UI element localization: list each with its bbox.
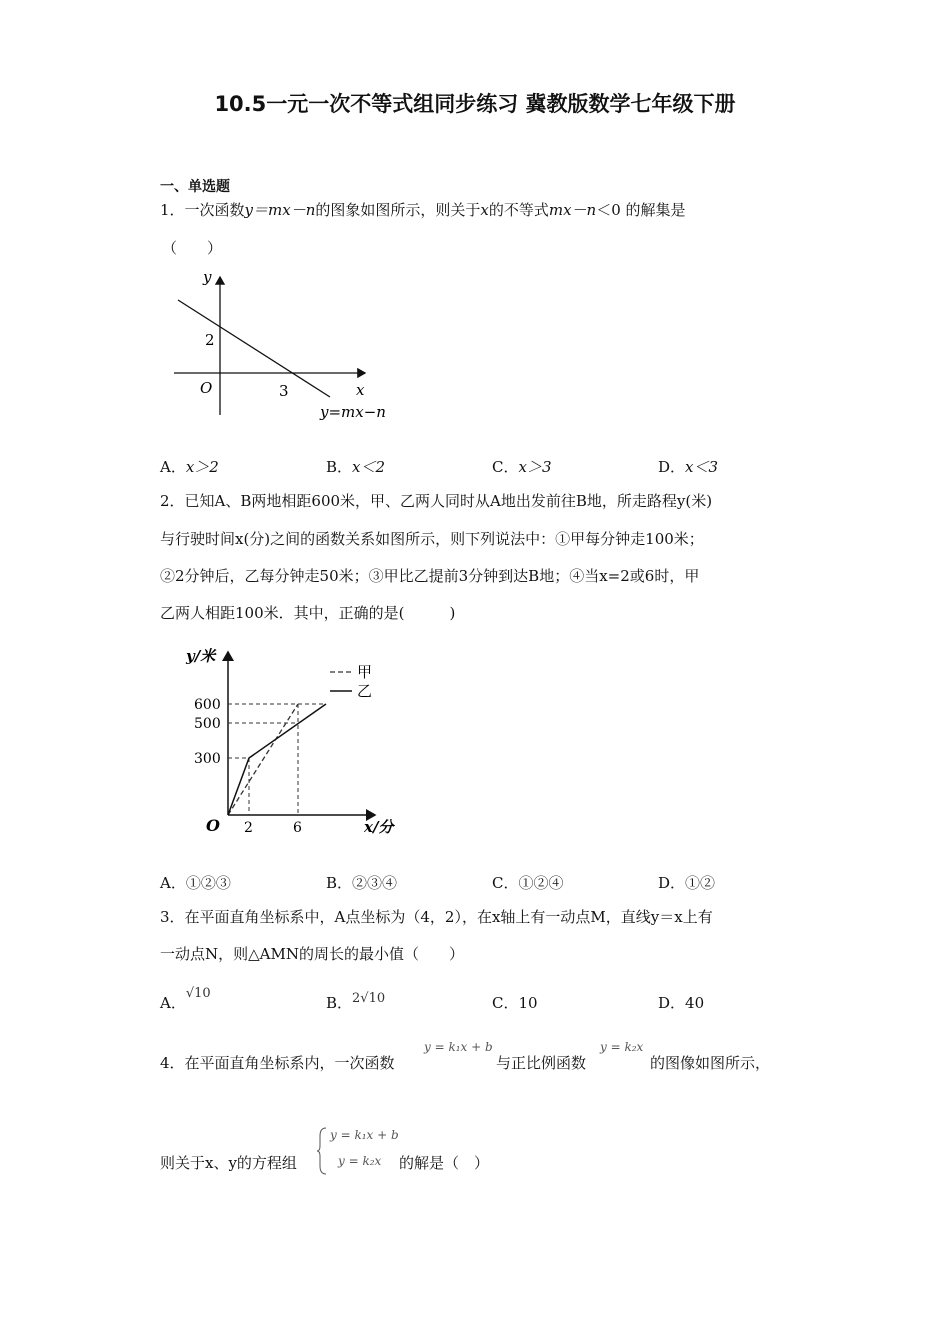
q1-inequality: mx－n bbox=[548, 201, 597, 219]
q1-y-label: y bbox=[203, 268, 212, 286]
q2-option-d-text: ①② bbox=[685, 874, 716, 892]
q3-line-1: 3．在平面直角坐标系中，A点坐标为（4，2），在x轴上有一动点M，直线y＝x上有 bbox=[160, 908, 713, 926]
q2-line-yi bbox=[228, 704, 326, 815]
q1-answer-bracket: （ ） bbox=[162, 239, 223, 257]
q2-option-c[interactable] bbox=[492, 872, 564, 893]
q1-option-b[interactable] bbox=[326, 456, 385, 477]
q1-option-a-text: x＞2 bbox=[185, 458, 219, 476]
page-title: 10.5一元一次不等式组同步练习 冀教版数学七年级下册 bbox=[214, 92, 736, 116]
section-heading: 一、单选题 bbox=[160, 179, 230, 195]
q2-line-1: 2．已知A、B两地相距600米，甲、乙两人同时从A地出发前往B地，所走路程y(米) bbox=[160, 492, 713, 510]
q1-option-b-text: x＜2 bbox=[352, 458, 386, 476]
q3-option-d-letter: D． bbox=[658, 994, 686, 1012]
q1-text-2: 的图象如图所示，则关于 bbox=[315, 201, 481, 219]
q4-text-1: 4．在平面直角坐标系内，一次函数 bbox=[160, 1054, 395, 1072]
q1-x-intercept-label: 3 bbox=[279, 382, 289, 400]
q1-x-label: x bbox=[356, 381, 365, 399]
q2-tick-6: 6 bbox=[293, 820, 302, 836]
q1-text-4: 的不等式 bbox=[488, 201, 549, 219]
q4-text-5: 的解是（ ） bbox=[399, 1154, 490, 1172]
q3-option-c-text: 10 bbox=[518, 994, 538, 1012]
q1-option-c[interactable] bbox=[492, 456, 552, 477]
q2-legend-jia: 甲 bbox=[357, 663, 373, 681]
q3-option-b-text: 2√10 bbox=[352, 991, 386, 1006]
q1-origin-label: O bbox=[200, 379, 213, 397]
q3-option-b-letter: B． bbox=[326, 994, 353, 1012]
q4-system-brace bbox=[316, 1126, 328, 1176]
q2-option-a[interactable] bbox=[160, 872, 231, 893]
q1-text-6: ＜0 的解集是 bbox=[596, 201, 686, 219]
q3-option-b[interactable] bbox=[326, 992, 385, 1013]
q3-option-c-letter: C． bbox=[492, 994, 519, 1012]
q1-option-a-letter: A． bbox=[160, 458, 186, 476]
q1-option-c-text: x＞3 bbox=[518, 458, 552, 476]
q2-origin-label: O bbox=[206, 816, 220, 835]
q2-tick-300: 300 bbox=[194, 751, 221, 767]
q1-stem bbox=[160, 200, 686, 220]
q1-var-x: x bbox=[480, 201, 489, 219]
q3-option-a-letter: A． bbox=[160, 994, 186, 1012]
q4-text-2: 与正比例函数 bbox=[496, 1054, 587, 1072]
q2-option-b[interactable] bbox=[326, 872, 397, 893]
q3-option-a[interactable] bbox=[160, 986, 211, 1013]
q2-option-c-text: ①②④ bbox=[518, 874, 564, 892]
q3-option-a-text: √10 bbox=[185, 986, 211, 1001]
q2-y-label: y/米 bbox=[186, 647, 216, 665]
q2-line-jia bbox=[228, 704, 298, 815]
q1-number: 1．一次函数 bbox=[160, 201, 245, 219]
q1-function: y＝mx－n bbox=[244, 201, 316, 219]
q2-option-b-text: ②③④ bbox=[352, 874, 398, 892]
q2-tick-600: 600 bbox=[194, 697, 221, 713]
q1-option-b-letter: B． bbox=[326, 458, 353, 476]
q2-tick-500: 500 bbox=[194, 716, 221, 732]
q2-option-c-letter: C． bbox=[492, 874, 519, 892]
q2-option-d[interactable] bbox=[658, 872, 715, 893]
q2-tick-2: 2 bbox=[244, 820, 253, 836]
q2-option-d-letter: D． bbox=[658, 874, 686, 892]
q2-option-a-text: ①②③ bbox=[185, 874, 231, 892]
q1-graph bbox=[160, 265, 410, 430]
q3-option-d[interactable] bbox=[658, 992, 704, 1013]
q2-line-4: 乙两人相距100米．其中，正确的是( ) bbox=[160, 604, 456, 622]
q2-x-label: x/分 bbox=[364, 818, 394, 836]
q1-option-c-letter: C． bbox=[492, 458, 519, 476]
q1-option-d-text: x＜3 bbox=[685, 458, 719, 476]
q3-option-d-text: 40 bbox=[685, 994, 705, 1012]
q4-system-equation-1: y = k₁x + b bbox=[330, 1128, 399, 1142]
q1-option-d[interactable] bbox=[658, 456, 718, 477]
q1-option-a[interactable] bbox=[160, 456, 219, 477]
q2-line-3: ②2分钟后，乙每分钟走50米；③甲比乙提前3分钟到达B地；④当x=2或6时，甲 bbox=[160, 567, 700, 585]
q1-y-intercept-label: 2 bbox=[205, 331, 215, 349]
q4-equation-2: y = k₂x bbox=[600, 1040, 644, 1054]
q2-option-a-letter: A． bbox=[160, 874, 186, 892]
q2-line-2: 与行驶时间x(分)之间的函数关系如图所示，则下列说法中：①甲每分钟走100米； bbox=[160, 530, 704, 548]
q2-graph bbox=[180, 640, 420, 845]
q4-text-3: 的图像如图所示， bbox=[650, 1054, 771, 1072]
q2-option-b-letter: B． bbox=[326, 874, 353, 892]
q4-equation-1: y = k₁x + b bbox=[424, 1040, 493, 1054]
q1-function-label: y=mx−n bbox=[320, 403, 386, 421]
q4-text-4: 则关于x、y的方程组 bbox=[160, 1154, 297, 1172]
q4-system-equation-2: y = k₂x bbox=[338, 1154, 382, 1168]
q3-line-2: 一动点N，则△AMN的周长的最小值（ ） bbox=[160, 945, 464, 963]
q2-legend-yi: 乙 bbox=[357, 682, 373, 700]
q1-option-d-letter: D． bbox=[658, 458, 686, 476]
q3-option-c[interactable] bbox=[492, 992, 538, 1013]
